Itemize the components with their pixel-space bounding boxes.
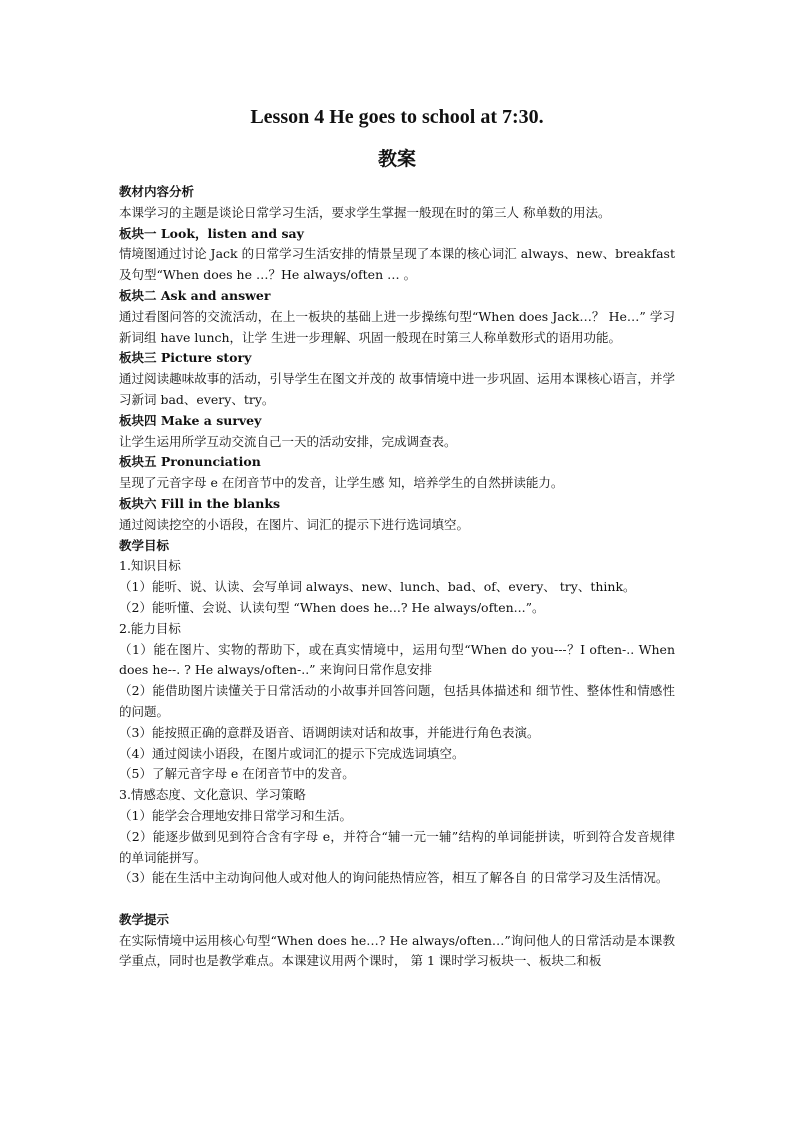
document-page (119, 104, 675, 972)
lesson-subtitle: 教案 (377, 148, 416, 170)
ability-item: （3）能按照正确的意群及语音、语调朗读对话和故事，并能进行角色表演。 (119, 724, 540, 740)
attitude-item: （2）能逐步做到见到符合含有字母 e，并符合“辅一元一辅”结构的单词能拼读，听到符合发音规律的单词能拼写。 (119, 828, 675, 865)
tips-text: 在实际情境中运用核心句型“When does he…? He always/often…”询问他人的日常活动是本课教学重点，同时也是教学难点。本课建议用两个课时， 第 1 课时学习板块一、板块二和板 (119, 932, 675, 969)
ability-title: 2.能力目标 (119, 620, 181, 636)
analysis-text: 本课学习的主题是谈论日常学习生活，要求学生掌握一般现在时的第三人 称单数的用法。 (119, 204, 611, 220)
knowledge-item: （1）能听、说、认读、会写单词 always、new、lunch、bad、of、every、 try、think。 (119, 579, 636, 595)
tips-heading: 教学提示 (119, 911, 170, 927)
block5-heading: 板块五 Pronunciation (119, 454, 261, 470)
analysis-heading: 教材内容分析 (119, 184, 195, 199)
block2-text: 通过看图问答的交流活动，在上一板块的基础上进一步操练句型“When does Jack…？ He…” 学习新词组 have lunch，让学 生进一步理解、巩固一般现在时第三人称单数形式的语用功能。 (119, 308, 675, 345)
lesson-title: Lesson 4 He goes to school at 7:30. (250, 106, 544, 128)
block2-heading: 板块二 Ask and answer (119, 287, 271, 303)
block4-heading: 板块四 Make a survey (119, 412, 262, 428)
block6-heading: 板块六 Fill in the blanks (119, 495, 281, 511)
block6-text: 通过阅读挖空的小语段，在图片、词汇的提示下进行选词填空。 (119, 516, 470, 532)
block5-text: 呈现了元音字母 e 在闭音节中的发音，让学生感 知，培养学生的自然拼读能力。 (119, 475, 564, 491)
attitude-item: （1）能学会合理地安排日常学习和生活。 (119, 807, 352, 823)
attitude-item: （3）能在生活中主动询问他人或对他人的询问能热情应答，相互了解各自 的日常学习及生活情况。 (119, 870, 669, 886)
ability-item: （2）能借助图片读懂关于日常活动的小故事并回答问题，包括具体描述和 细节性、整体性和情感性的问题。 (119, 683, 675, 719)
block4-text: 让学生运用所学互动交流自己一天的活动安排，完成调查表。 (119, 433, 457, 449)
spacer (119, 889, 675, 910)
ability-item: （4）通过阅读小语段，在图片或词汇的提示下完成选词填空。 (119, 745, 465, 761)
ability-item: （5）了解元音字母 e 在闭音节中的发音。 (119, 766, 355, 782)
block1-heading: 板块一 Look，listen and say (119, 225, 304, 241)
block1-text: 情境图通过讨论 Jack 的日常学习生活安排的情景呈现了本课的核心词汇 always、new、breakfast 及句型“When does he …？He always/often … 。 (119, 246, 675, 283)
block3-text: 通过阅读趣味故事的活动，引导学生在图文并茂的 故事情境中进一步巩固、运用本课核心语言，并学习新词 bad、every、try。 (119, 371, 675, 407)
knowledge-title: 1.知识目标 (119, 558, 181, 574)
block3-heading: 板块三 Picture story (119, 350, 252, 366)
ability-item: （1）能在图片、实物的帮助下，或在真实情境中，运用句型“When do you---？I often-.. When does he--. ? He always/often-..” 来询问日常作息安排 (119, 641, 675, 678)
goals-heading: 教学目标 (119, 537, 170, 553)
attitude-title: 3.情感态度、文化意识、学习策略 (119, 787, 306, 803)
knowledge-item: （2）能听懂、会说、认读句型 “When does he...? He always/often...”。 (119, 599, 545, 615)
